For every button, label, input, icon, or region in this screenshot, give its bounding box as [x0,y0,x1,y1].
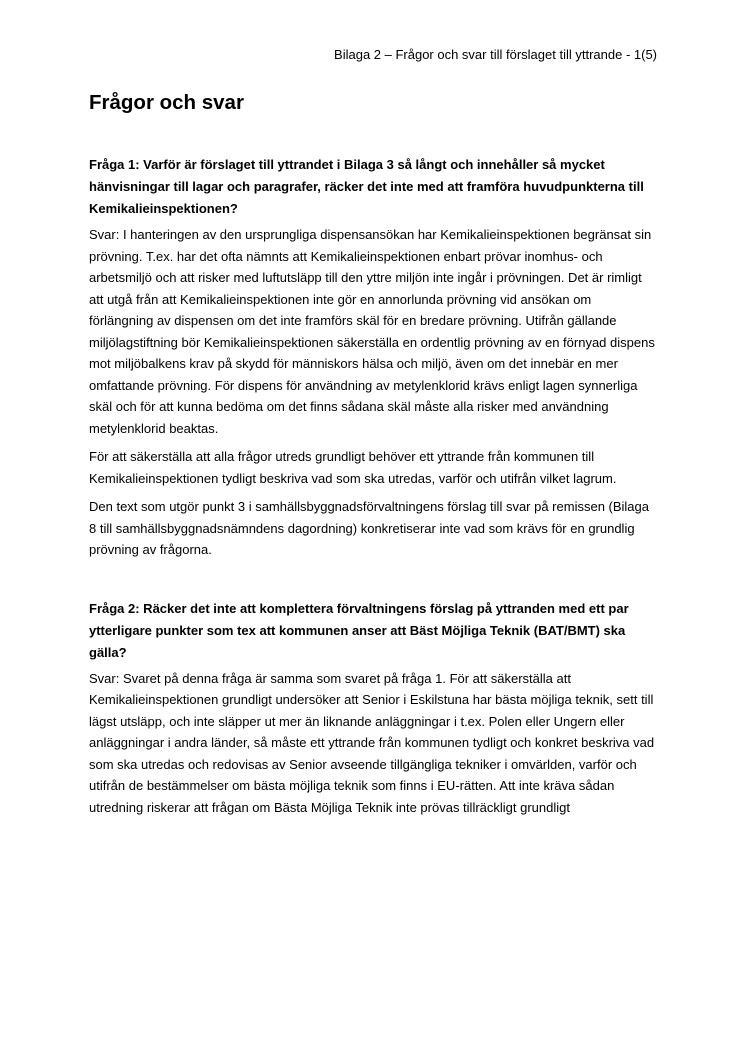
page-title: Frågor och svar [89,91,244,114]
question-heading: Fråga 1: Varför är förslaget till yttrandet i Bilaga 3 så långt och innehåller så mycket hänvisningar till lagar och paragrafer, räcker det inte med att framföra huvudpunkterna till Kemikalieinspektionen? [89,157,644,216]
question-section-2 [89,598,659,819]
section-spacer [89,568,659,598]
answer-paragraph: Svar: Svaret på denna fråga är samma som svaret på fråga 1. För att säkerställa att Kemikalieinspektionen grundligt undersöker att Senior i Eskilstuna har bästa möjliga teknik, sett till lägst utsläpp, och inte släpper ut mer än liknande anläggningar i t.ex. Polen eller Ungern eller anläggningar i andra länder, så måste ett yttrande från kommunen tydligt och konkret beskriva vad som ska utredas och redovisas av Senior avseende tillgängliga tekniker i omvärlden, varför och utifrån de bestämmelser om bästa möjliga teknik som finns i EU-rätten. Att inte kräva sådan utredning riskerar att frågan om Bästa Möjliga Teknik inte prövas tillräckligt grundligt [89,670,655,815]
document-body [89,90,659,825]
question-section-1 [89,154,659,561]
question-heading: Fråga 2: Räcker det inte att komplettera förvaltningens förslag på yttranden med ett par ytterligare punkter som tex att kommunen anser att Bäst Möjliga Teknik (BAT/BMT) ska gälla? [89,600,629,660]
answer-paragraph: För att säkerställa att alla frågor utreds grundligt behöver ett yttrande från kommunen till Kemikalieinspektionen tydligt beskriva vad som ska utredas, varför och utifrån vilket lagrum. [89,449,617,486]
answer-paragraph: Den text som utgör punkt 3 i samhällsbyggnadsförvaltningens förslag till svar på remissen (Bilaga 8 till samhällsbyggnadsnämndens dagordning) konkretiserar inte vad som krävs för en grundlig prövning av frågorna. [89,499,649,557]
answer-paragraph: Svar: I hanteringen av den ursprungliga dispensansökan har Kemikalieinspektionen begränsat sin prövning. T.ex. har det ofta nämnts att Kemikalieinspektionen enbart prövar inomhus- och arbetsmiljö och att risker med luftutsläpp till den yttre miljön inte ingår i prövningen. Det är rimligt att utgå från att Kemikalieinspektionen inte gör en annorlunda prövning vid ansökan om förlängning av dispensen om det inte framförs skäl för en bredare prövning. Utifrån gällande miljölagstiftning bör Kemikalieinspektionen säkerställa en ordentlig prövning av en förnyad dispens mot miljöbalkens krav på skydd för människors hälsa och miljö, även om det innebär en mer omfattande prövning. För dispens för användning av metylenklorid krävs enligt lagen synnerliga skäl och för att kunna bedöma om det finns sådana skäl måste alla risker med användning metylenklorid beaktas. [89,227,655,436]
page-header: Bilaga 2 – Frågor och svar till förslaget till yttrande - 1(5) [334,47,657,62]
